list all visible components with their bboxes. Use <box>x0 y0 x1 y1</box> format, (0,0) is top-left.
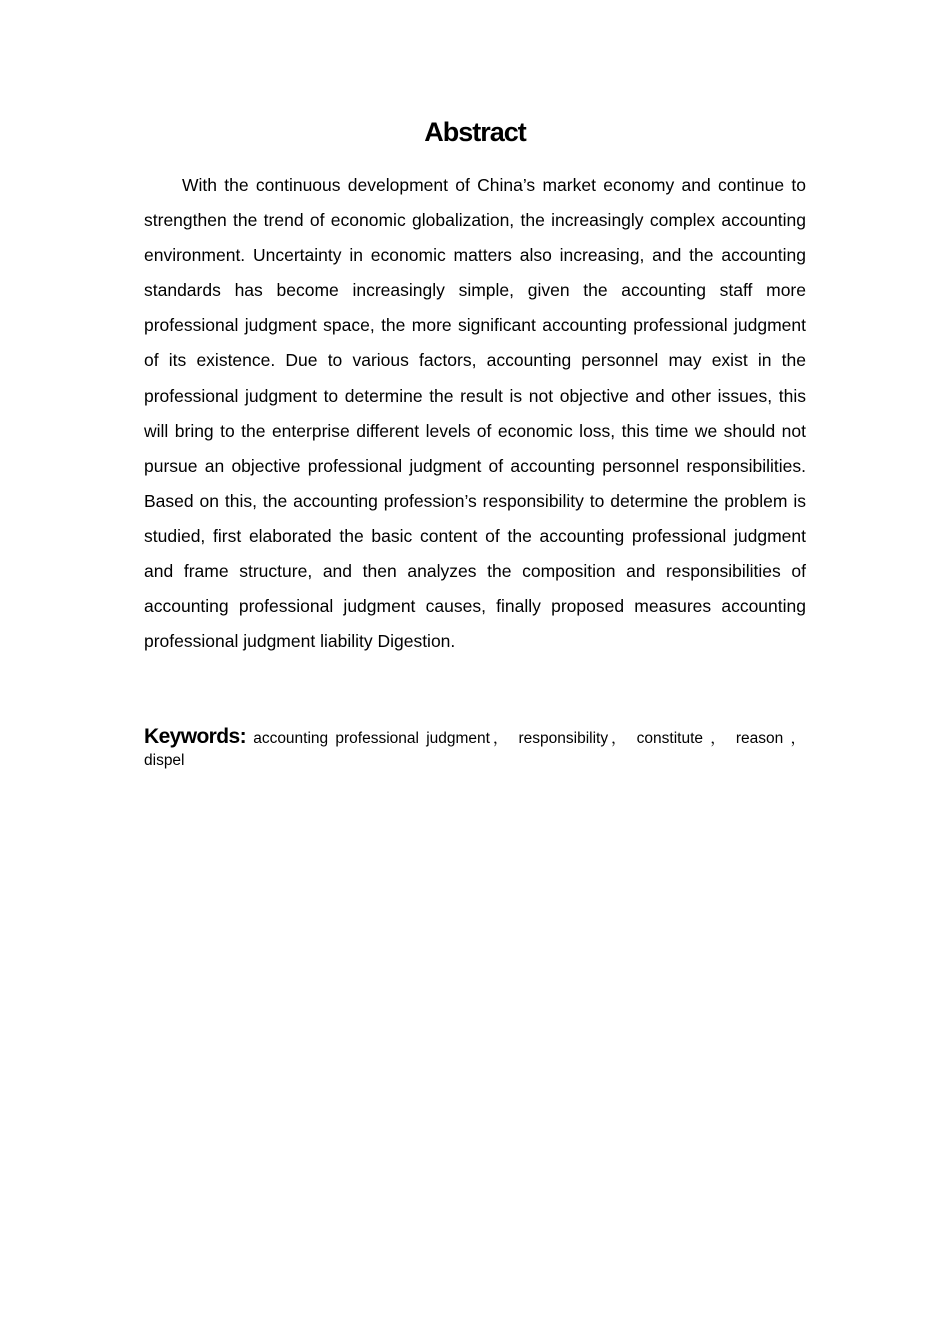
page-title: Abstract <box>424 117 526 147</box>
keywords-line <box>144 726 806 772</box>
abstract-paragraph: With the continuous development of China’s market economy and continue to strengthen the trend of economic globalization, the increasingly complex accounting environment. Uncertainty in economic matters also increasing, and the accounting standards has become increasingly simple, given the accounting staff more professional judgment space, the more significant accounting professional judgment of its existence. Due to various factors, accounting personnel may exist in the professional judgment to determine the result is not objective and other issues, this will bring to the enterprise different levels of economic loss, this time we should not pursue an objective professional judgment of accounting personnel responsibilities. Based on this, the accounting profession’s responsibility to determine the problem is studied, first elaborated the basic content of the accounting professional judgment and frame structure, and then analyzes the composition and responsibilities of accounting professional judgment causes, finally proposed measures accounting professional judgment liability Digestion. <box>144 175 806 652</box>
keywords-text: accounting professional judgment， responsibility， constitute ， reason ，dispel <box>144 730 806 769</box>
keywords-label: Keywords: <box>144 725 246 748</box>
